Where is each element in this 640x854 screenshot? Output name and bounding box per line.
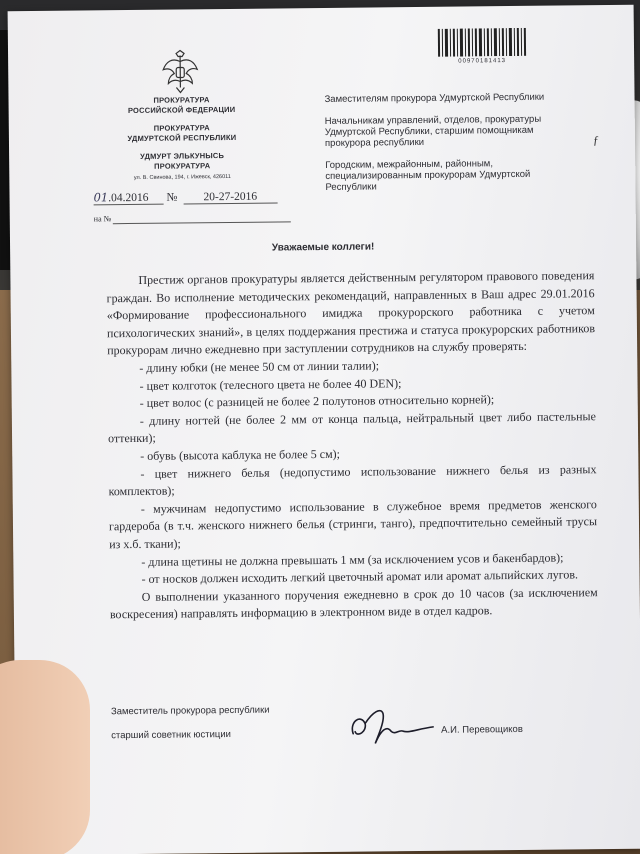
letterhead-line: УДМУРТ ЭЛЬКУНЫСЬ — [140, 151, 225, 161]
addressee-line: Начальникам управлений, отделов, прокуратуры Удмуртской Республики, старшим помощникам прокурора республики — [324, 113, 542, 149]
hand-holding-sheet — [0, 660, 90, 854]
signer-role: Заместитель прокурора республики — [110, 704, 270, 718]
addressee-block — [324, 91, 565, 204]
reference-line — [94, 212, 292, 224]
date-rest: .04.2016 — [108, 191, 149, 205]
list-item: - цвет колготок (телесного цвета не более 40 DEN); — [139, 375, 402, 393]
signature-block — [110, 701, 611, 742]
body-paragraph: Престиж органов прокуратуры является действенным регулятором правового поведения граждан. Во исполнение методических рекомендаций, направленных в Ваш адрес 29.01.2016 «Формирование профессионального имиджа прокурорского работника с учетом психологических знаний», в целях поддержания престижа и статуса прокурорских работников прокурорам лично ежедневно при заступлении сотрудников на службу проверять: — [106, 268, 596, 358]
barcode — [436, 28, 528, 57]
margin-mark: ƒ — [592, 133, 600, 148]
letterhead-line: УДМУРТСКОЙ РЕСПУБЛИКИ — [127, 132, 237, 144]
letterhead-line: ПРОКУРАТУРА — [153, 95, 210, 105]
list-item: - длина щетины не должна превышать 1 мм (за исключением усов и бакенбардов); — [141, 550, 564, 569]
handwritten-signature — [347, 703, 437, 750]
ref-label: на № — [93, 214, 112, 224]
barcode-number: 00970181413 — [458, 58, 507, 65]
list-item: - цвет волос (с разницей не более 2 полутонов относительно корней); — [139, 392, 495, 411]
date-day-handwritten: 01 — [93, 190, 109, 205]
list-item: - от носков должен исходить легкий цветочный аромат или аромат альпийских лугов. — [141, 567, 579, 587]
document-number: 20-27-2016 — [183, 190, 277, 204]
letter-body — [106, 267, 598, 624]
addressee-line: Заместителям прокурора Удмуртской Республики — [324, 91, 545, 105]
letterhead-line: ПРОКУРАТУРА — [153, 123, 210, 133]
date-number-line: 01.04.2016 № 20-27-2016 — [93, 188, 293, 205]
salutation: Уважаемые коллеги! — [271, 241, 375, 254]
letterhead — [96, 95, 267, 173]
list-item: - мужчинам недопустимо использование в служебное время предметов женского гардероба (в т.ч. женского нижнего белья (стринги, танго), предпочтительно семейный трусы из х.б. ткани); — [108, 496, 598, 552]
letter-sheet — [8, 5, 640, 854]
letterhead-line: ПРОКУРАТУРА — [154, 161, 211, 171]
list-item: - длину ногтей (не более 2 мм от конца пальца, нейтральный цвет либо пастельные оттенки); — [108, 408, 596, 446]
coat-of-arms-icon — [160, 49, 200, 93]
list-item: - длину юбки (не менее 50 см от линии талии); — [139, 358, 380, 375]
letterhead-address: ул. В. Свинова, 194, г. Ижевск, 426011 — [133, 173, 231, 181]
signer-name: А.И. Перевощиков — [441, 723, 523, 736]
signer-rank: старший советник юстиции — [111, 729, 232, 742]
list-item: - цвет нижнего белья (недопустимо использование нижнего белья из разных комплектов); — [108, 461, 597, 499]
addressee-line: Городским, межрайонным, районным, специализированным прокурорам Удмуртской Республики — [325, 158, 531, 193]
letterhead-line: РОССИЙСКОЙ ФЕДЕРАЦИИ — [127, 104, 236, 116]
list-item: - обувь (высота каблука не более 5 см); — [140, 446, 341, 463]
body-paragraph: О выполнении указанного поручения ежедневно в срок до 10 часов (за исключением воскресения) направлять информацию в электронном виде в отдел кадров. — [109, 584, 598, 622]
